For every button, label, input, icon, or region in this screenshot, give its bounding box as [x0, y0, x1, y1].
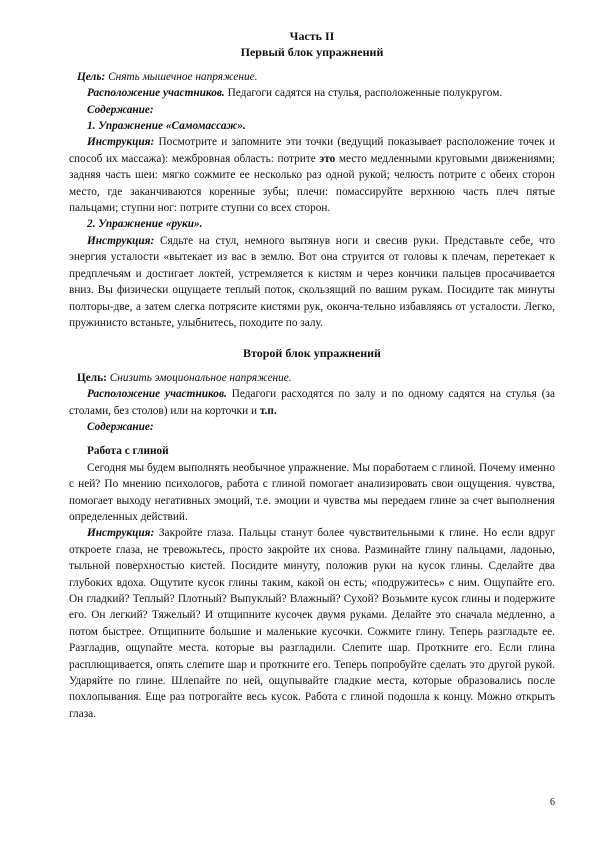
exercise1-instruction: Инструкция: Посмотрите и запомните эти точки (ведущий показывает расположение точек и способ их массажа): межбровная область: потрите это место медленными круговыми движениями; задняя часть шеи: мягко сожмите ее несколько раз одной рукой; челюсть потрите с обеих сторон место, где заканчиваются коренные зубы; плечи: помассируйте верхнюю часть плеч пятые пальцами; ступни ног: потрите ступни со всех сторон.: [69, 136, 556, 215]
block1-goal: [69, 69, 555, 85]
block2-title: Второй блок упражнений: [243, 346, 381, 361]
goal-label: Цель:: [77, 371, 107, 384]
placement-label: Расположение участников.: [87, 87, 225, 100]
part-title: Часть II: [289, 29, 335, 43]
block2-goal: [69, 370, 555, 386]
goal-text: Снять мышечное напряжение.: [108, 70, 258, 83]
block2-placement: Расположение участников. Педагоги расходятся по залу и по одному садятся на стулья (за столами, без столов) или на корточки и т.п.: [69, 388, 555, 417]
clay-instruction: Инструкция: Закройте глаза. Пальцы станут более чувствительными к глине. Но если вдруг откроете глаза, не тревожьтесь, просто закройте их снова. Разминайте глину пальцами, ладонью, тыльной поверхностью кистей. Посидите минуту, положив руки на кусок глины. Сделайте два глубоких вдоха. Ощутите кусок глины таким, какой он есть; «подружитесь» с ним. Ощупайте его. Он гладкий? Теплый? Плотный? Выпуклый? Влажный? Сухой? Возьмите кусок глины и подержите его. Он легкий? Тяжелый? И отщипните кусочек двумя руками. Делайте это сначала медленно, а потом быстрее. Отщипните большие и маленькие кусочки. Сожмите глину. Теперь разгладьте ее. Разгладив, ощупайте места. которые вы разгладили. Слепите шар. Проткните его. Если глина расплющивается, опять слепите шар и проткните его. Теперь попробуйте сделать это другой рукой. Ударяйте по глине. Шлепайте по ней, ощупывайте гладкие места, которые образовались после похлопывания. Еще раз потрогайте весь кусок. Работа с глиной подошла к концу. Можно открыть глаза.: [69, 527, 555, 720]
block1-content-label: Содержание:: [87, 103, 154, 116]
page-number: 6: [550, 797, 555, 808]
exercise2-title: 2. Упражнение «руки».: [87, 218, 203, 231]
block2-content-label: Содержание:: [87, 420, 154, 433]
exercise1-title: 1. Упражнение «Самомассаж».: [87, 120, 246, 133]
block1-placement: [69, 85, 555, 101]
placement-text: Педагоги садятся на стулья, расположенные полукругом.: [227, 87, 503, 100]
clay-exercise-title: Работа с глиной: [87, 445, 169, 458]
page-content: [69, 28, 555, 722]
clay-intro: Сегодня мы будем выполнять необычное упражнение. Мы поработаем с глиной. Почему именно с ней? По мнению психологов, работа с глиной помогает анализировать свои ощущения. чувства, помогает выходу негативных эмоций, т.е. эмоции и чувства мы передаем глине за счет выполнения определенных действий.: [69, 461, 555, 523]
block1-title: Первый блок упражнений: [240, 45, 384, 60]
exercise2-instruction: Инструкция: Сядьте на стул, немного вытянув ноги и свесив руки. Представьте себе, что энергия усталости «вытекает из вас в землю. Вот она струится от головы к плечам, перетекает к предплечьям и достигает локтей, устремляется к кистям и через кончики пальцев просачивается вниз. Вы физически ощущаете теплый поток, скользящий по вашим рукам. Посидите так минуты полторы-две, а затем слегка потрясите кистями рук, оконча-тельно избавляясь от усталости. Легко, пружинисто встаньте, улыбнитесь, походите по залу.: [69, 234, 555, 329]
goal-text: Снизить эмоциональное напряжение.: [109, 371, 292, 384]
goal-label: Цель:: [77, 70, 106, 83]
